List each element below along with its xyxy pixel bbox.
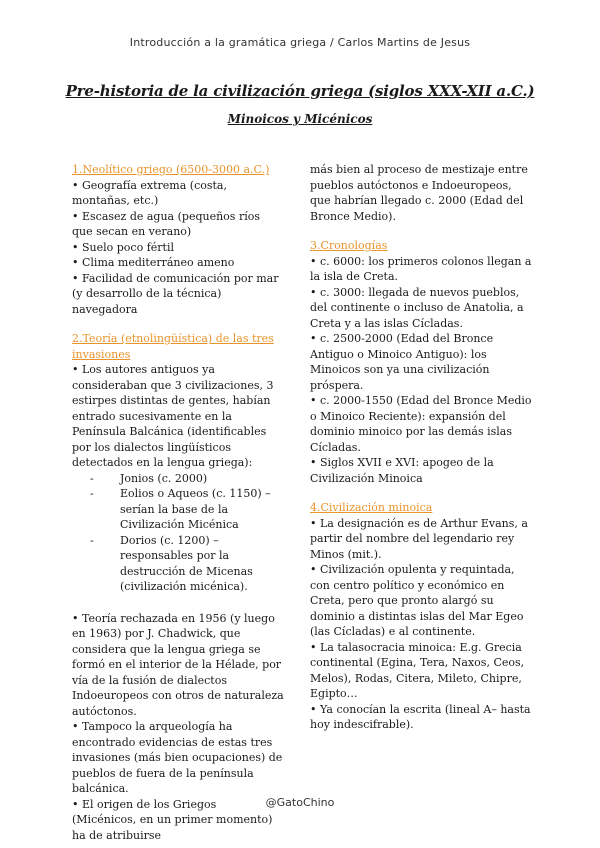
continued-text: más bien al proceso de mestizaje entre pueblos autóctonos e Indoeuropeos, que habrían llegado c. 2000 (Edad del Bronce Medio). bbox=[310, 163, 528, 223]
bullet-item: • La designación es de Arthur Evans, a partir del nombre del legendario rey Minos (mit.). bbox=[310, 516, 528, 561]
bullet-item: • Clima mediterráneo ameno bbox=[72, 256, 235, 269]
section-minoan-title: 4.Civilización minoica bbox=[310, 501, 433, 514]
section-chronology-title: 3.Cronologías bbox=[310, 239, 388, 252]
bullet-item: • Geografía extrema (costa, montañas, etc.) bbox=[72, 178, 227, 207]
bullet-item: • El origen de los Griegos (Micénicos, en un primer momento) ha de atribuirse bbox=[72, 797, 273, 842]
page-header: Introducción a la gramática griega / Carlos Martins de Jesus bbox=[129, 36, 471, 49]
bullet-item: • Facilidad de comunicación por mar (y desarrollo de la técnica) navegadora bbox=[72, 271, 279, 316]
sub-item-text: Dorios (c. 1200) – responsables por la destrucción de Micenas (civilización micénica). bbox=[120, 533, 253, 593]
sub-item bbox=[72, 486, 284, 533]
bullet-item: • Civilización opulenta y requintada, con centro político y económico en Creta, pero que pronto alargó su dominio a distintas islas del Mar Egeo (las Cícladas) e al continente. bbox=[310, 563, 524, 638]
sub-item-text: Jonios (c. 2000) bbox=[120, 471, 208, 485]
page-footer: @GatoChino bbox=[265, 796, 335, 809]
bullet-item: • c. 2500-2000 (Edad del Bronce Antiguo o Minoico Antiguo): los Minoicos son ya una civilización próspera. bbox=[310, 332, 494, 392]
section-neolithic-title: 1.Neolítico griego (6500-3000 a.C.) bbox=[72, 163, 270, 176]
sub-item-text: Eolios o Aqueos (c. 1150) – serían la base de la Civilización Micénica bbox=[120, 487, 271, 531]
bullet-item: • c. 2000-1550 (Edad del Bronce Medio o Minoico Reciente): expansión del dominio minoico por las demás islas Cícladas. bbox=[310, 394, 532, 454]
left-column bbox=[72, 162, 284, 843]
right-column bbox=[310, 162, 532, 733]
page-subtitle: Minoicos y Micénicos bbox=[227, 112, 373, 126]
bullet-item: • Teoría rechazada en 1956 (y luego en 1963) por J. Chadwick, que considera que la lengua griega se formó en el interior de la Hélade, por vía de la fusión de dialectos Indoeuropeos con otros de naturaleza autóctonos. bbox=[72, 611, 284, 718]
dash-marker: - bbox=[90, 471, 94, 485]
dash-marker: - bbox=[90, 487, 94, 500]
bullet-item: • Los autores antiguos ya consideraban que 3 civilizaciones, 3 estirpes distintas de gentes, habían entrado sucesivamente en la Península Balcánica (identificables por los dialectos lingüísticos detectados en la lengua griega): bbox=[72, 363, 274, 469]
bullet-item: • Tampoco la arqueología ha encontrado evidencias de estas tres invasiones (más bien ocupaciones) de pueblos de fuera de la península balcánica. bbox=[72, 720, 283, 795]
dash-marker: - bbox=[90, 533, 94, 547]
bullet-item: • Siglos XVII e XVI: apogeo de la Civilización Minoica bbox=[310, 456, 494, 485]
bullet-item: • La talasocracia minoica: E.g. Grecia continental (Egina, Tera, Naxos, Ceos, Melos), Rodas, Citera, Mileto, Chipre, Egipto… bbox=[310, 640, 525, 700]
bullet-item: • Escasez de agua (pequeños ríos que secan en verano) bbox=[72, 209, 260, 238]
bullet-item: • c. 6000: los primeros colonos llegan a la isla de Creta. bbox=[310, 254, 532, 283]
sub-item bbox=[72, 471, 284, 487]
bullet-item: • Ya conocían la escrita (lineal A– hasta hoy indescifrable). bbox=[310, 702, 531, 731]
bullet-item: • c. 3000: llegada de nuevos pueblos, del continente o incluso de Anatolia, a Creta y a las islas Cícladas. bbox=[310, 285, 524, 330]
bullet-item: • Suelo poco fértil bbox=[72, 240, 174, 254]
sub-item bbox=[72, 533, 284, 595]
page-title: Pre-historia de la civilización griega (siglos XXX-XII a.C.) bbox=[65, 82, 535, 100]
section-invasions-title: 2.Teoría (etnolingüística) de las tres invasiones bbox=[72, 332, 274, 361]
